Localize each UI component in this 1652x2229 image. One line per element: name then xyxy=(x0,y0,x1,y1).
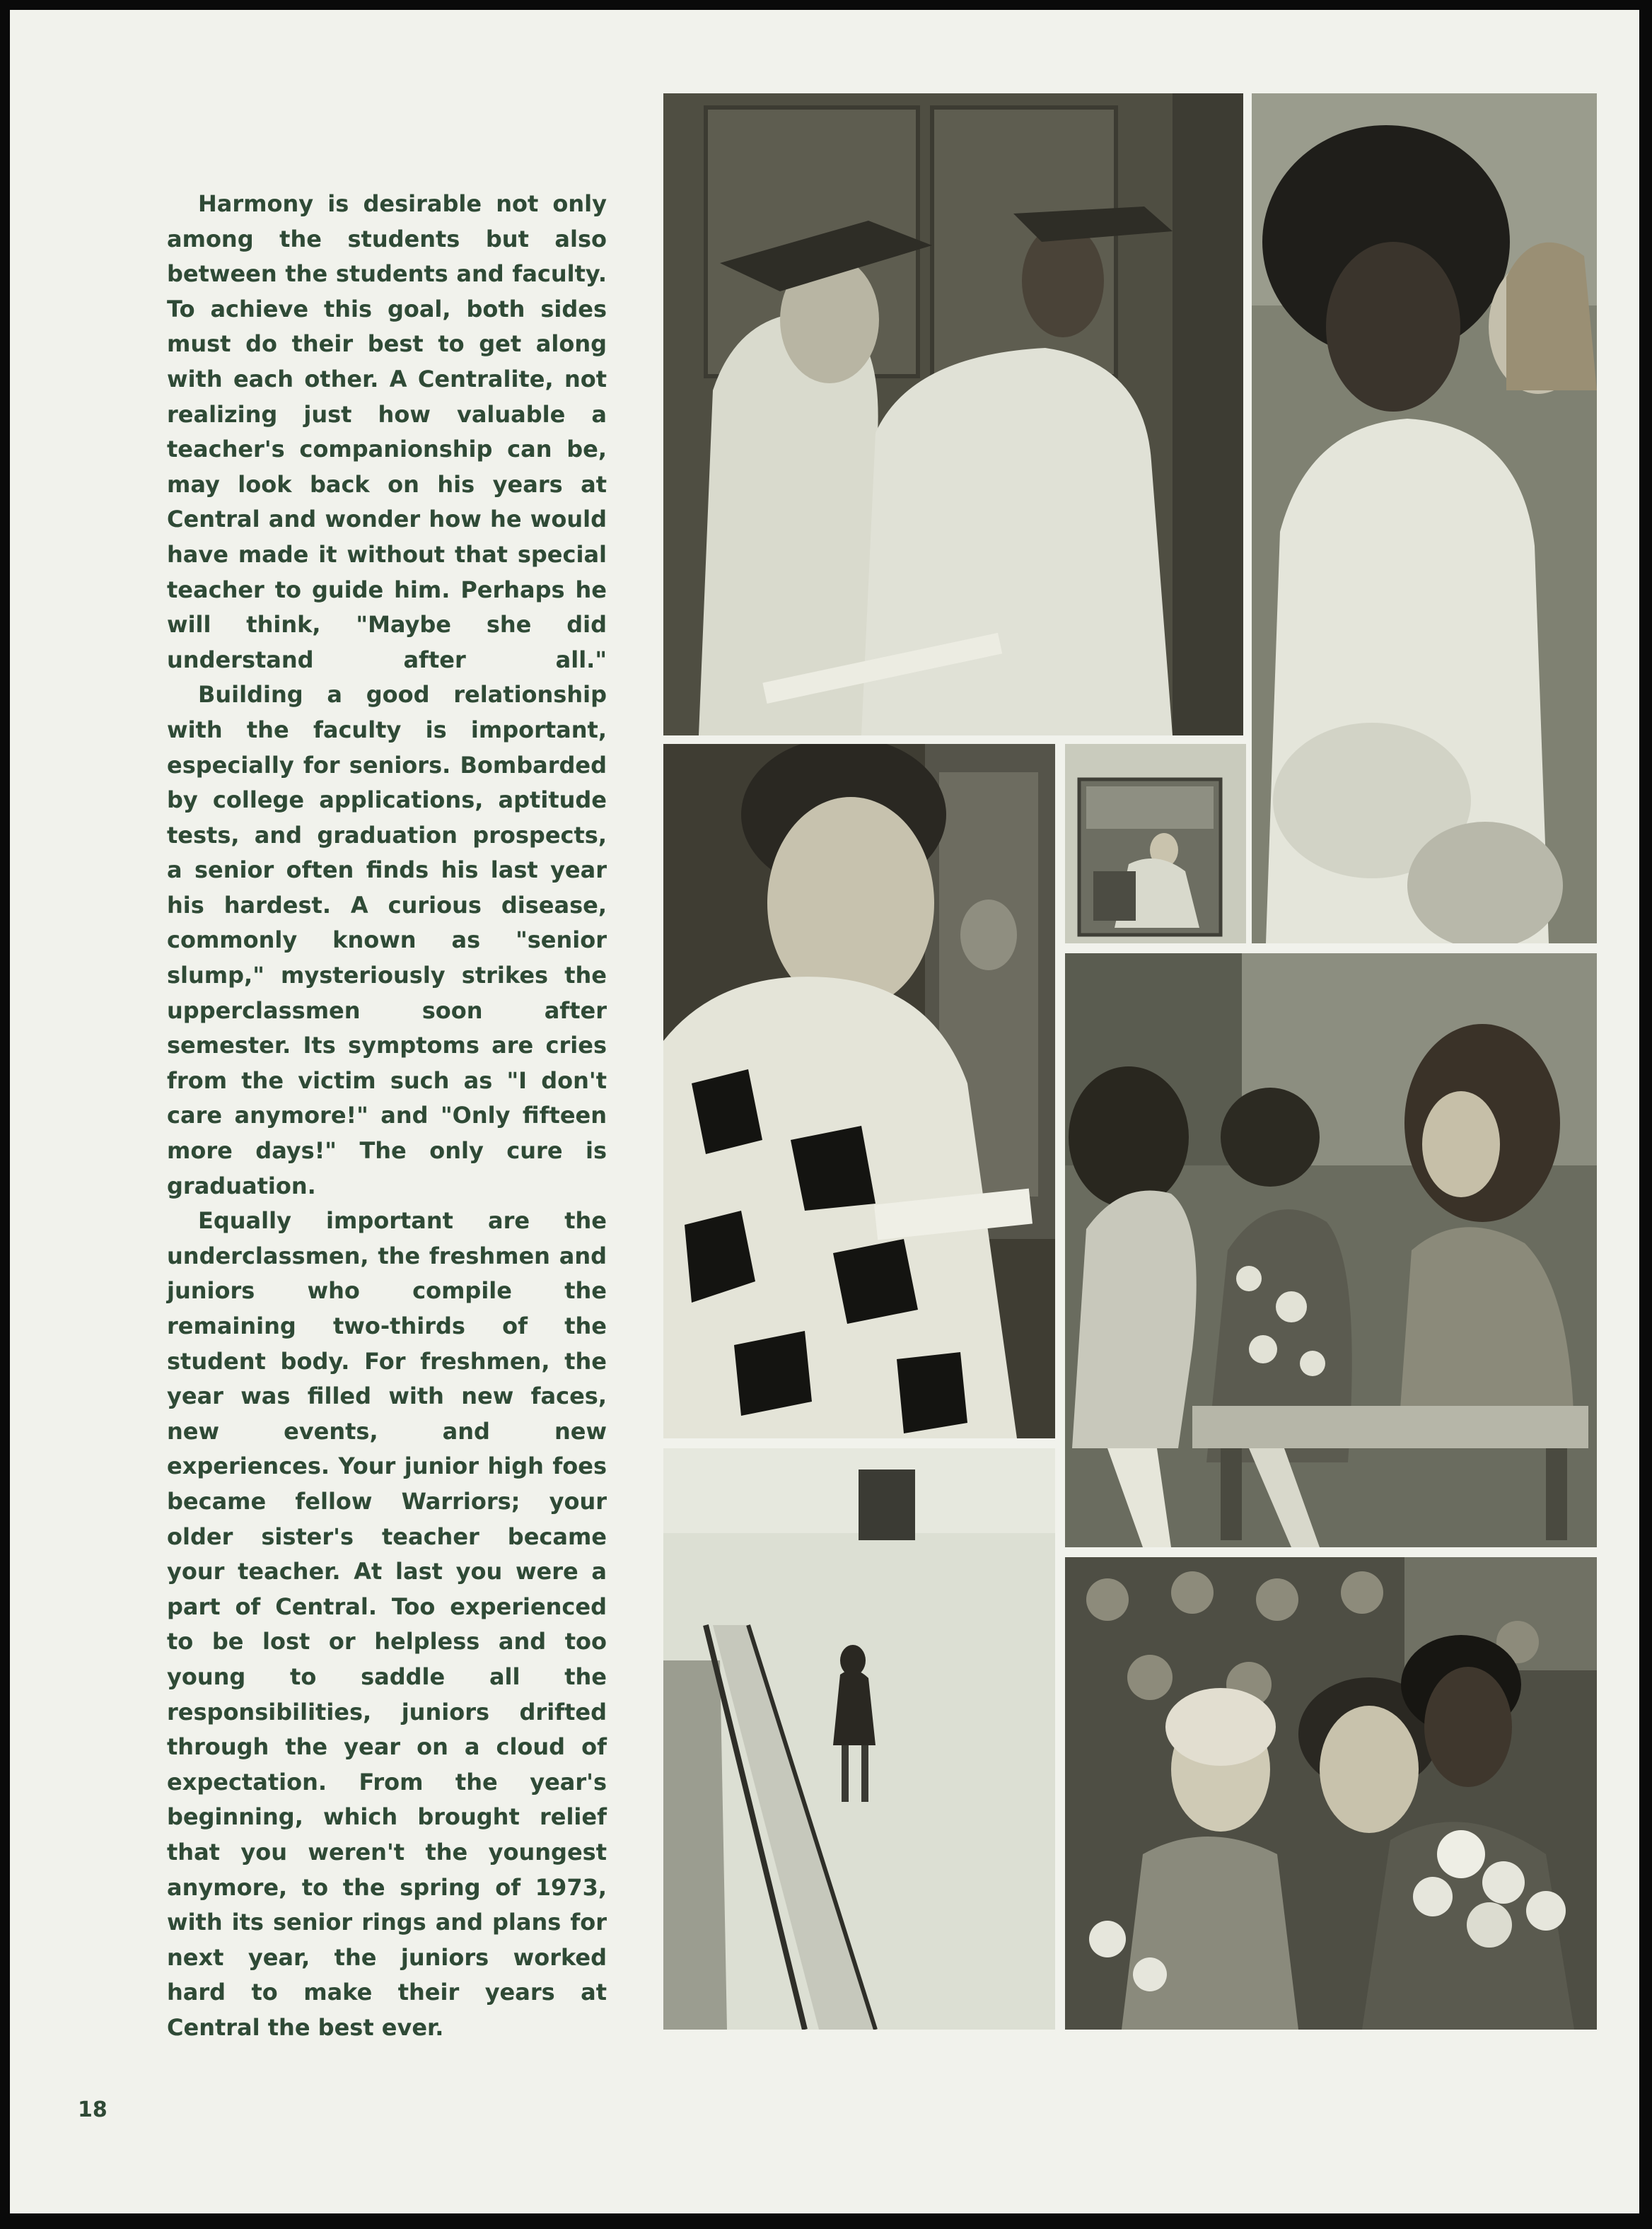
page-number: 18 xyxy=(78,2097,107,2122)
photo-window-climber xyxy=(1065,744,1246,943)
photo-graduation-caps xyxy=(663,93,1243,735)
article-text xyxy=(167,187,607,2045)
photo-two-girls xyxy=(1252,93,1597,943)
article-paragraph-3: Equally important are the underclassmen, the freshmen and juniors who compile the remaining two-thirds of the student body. For freshmen, the year was filled with new faces, new events, and new experiences. Your junior high foes became fellow Warriors; your older sister's teacher became your teacher. At last you were a part of Central. Too experienced to be lost or helpless and too young to saddle all the responsibilities, juniors drifted through the year on a cloud of expectation. From the year's beginning, which brought relief that you weren't the youngest anymore, to the spring of 1973, with its senior rings and plans for next year, the juniors worked hard to make their years at Central the best ever. xyxy=(167,1207,607,2041)
photo-girls-on-bench xyxy=(1065,953,1597,1547)
photo-teachers-with-flowers xyxy=(1065,1557,1597,2030)
photo-snowy-walkway xyxy=(663,1448,1055,2030)
photo-teacher-patterned-coat xyxy=(663,744,1055,1438)
yearbook-page xyxy=(10,10,1639,2213)
article-paragraph-1: Harmony is desirable not only among the students but also between the students and faculty. To achieve this goal, both sides must do their best to get along with each other. A Centralite, not realizing just how valuable a teacher's companionship can be, may look back on his years at Central and wonder how he would have made it without that special teacher to guide him. Perhaps he will think, "Maybe she did understand after all." xyxy=(167,190,607,673)
article-paragraph-2: Building a good relationship with the faculty is important, especially for seniors. Bombarded by college applications, aptitude tests, and graduation prospects, a senior often finds his last year his hardest. A curious disease, commonly known as "senior slump," mysteriously strikes the upperclassmen soon after semester. Its symptoms are cries from the victim such as "I don't care anymore!" and "Only fifteen more days!" The only cure is graduation. xyxy=(167,681,607,1199)
